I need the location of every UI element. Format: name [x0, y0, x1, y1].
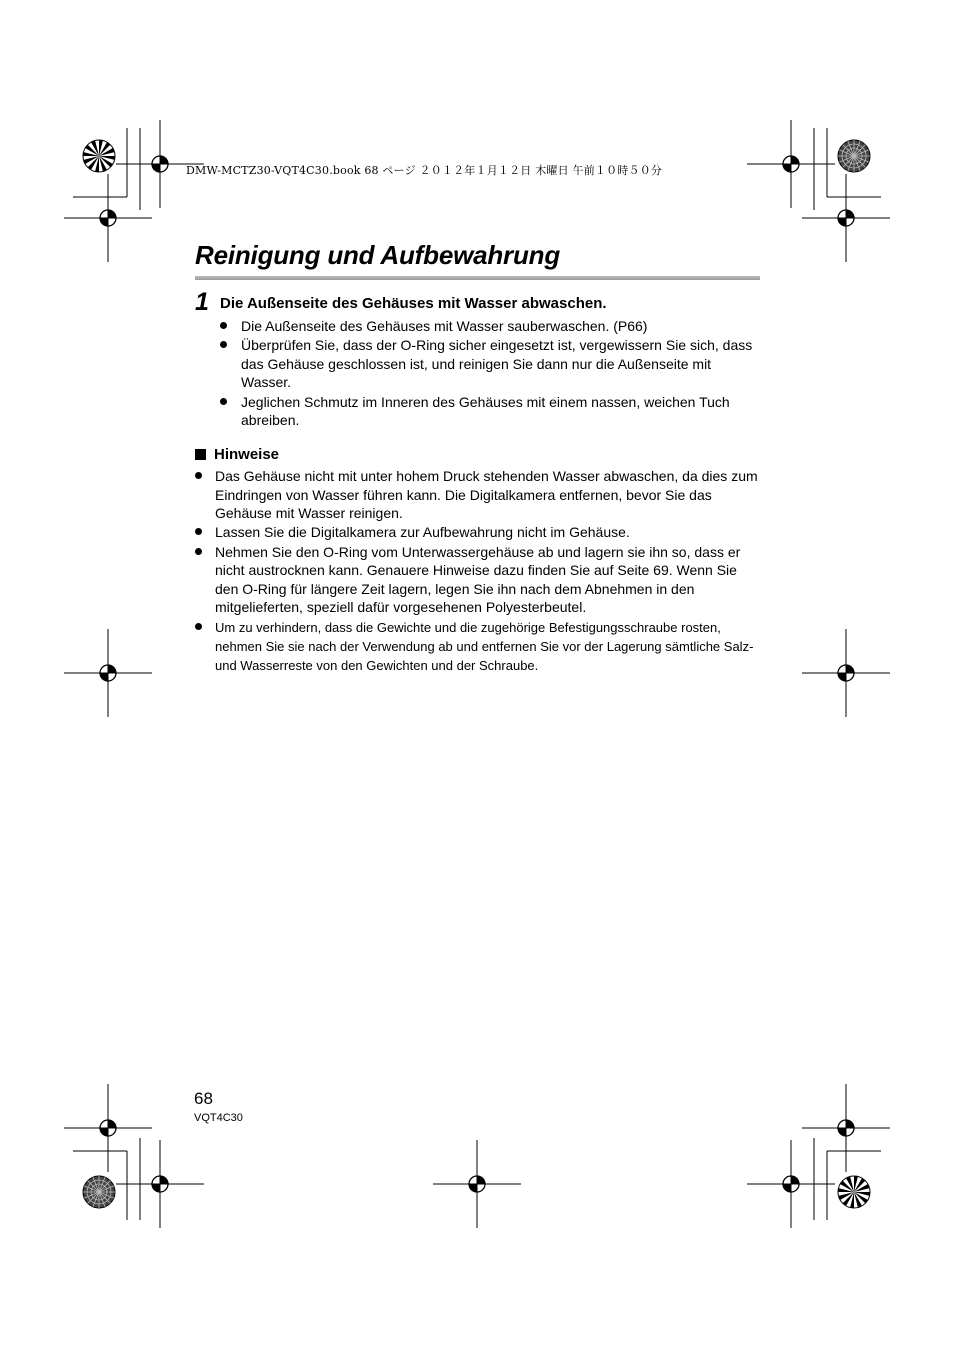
list-item: [220, 336, 760, 392]
step-bullet-list: [220, 317, 760, 430]
list-item-text: Das Gehäuse nicht mit unter hohem Druck stehenden Wasser abwaschen, da dies zum Eindringen von Wasser führen kann. Die Digitalkamera entfernen, bevor Sie das Gehäuse mit Wasser reinigen.: [215, 468, 758, 522]
title-rule: [195, 276, 760, 280]
list-item-text: Um zu verhindern, dass die Gewichte und die zugehörige Befestigungsschraube rosten, nehmen Sie sie nach der Verwendung ab und entfernen Sie vor der Lagerung sämtliche Salz- und Wasserreste von den Gewichten und der Schraube.: [215, 619, 754, 673]
notes-list: [195, 467, 760, 675]
bullet-icon: [195, 528, 202, 535]
step-number: 1: [195, 288, 209, 316]
notes-heading-text: Hinweise: [214, 446, 280, 463]
list-item-text: Jeglichen Schmutz im Inneren des Gehäuses mit einem nassen, weichen Tuch abreiben.: [241, 393, 730, 429]
bullet-icon: [195, 472, 202, 479]
bullet-icon: [220, 322, 227, 329]
step-heading: Die Außenseite des Gehäuses mit Wasser abwaschen.: [220, 295, 607, 312]
document-code: VQT4C30: [194, 1112, 243, 1124]
list-item-text: Überprüfen Sie, dass der O-Ring sicher eingesetzt ist, vergewissern Sie sich, dass das Gehäuse geschlossen ist, und reinigen Sie dann nur die Außenseite mit Wasser.: [241, 337, 753, 391]
list-item-text: Lassen Sie die Digitalkamera zur Aufbewahrung nicht im Gehäuse.: [215, 524, 630, 541]
notes-heading: [195, 446, 279, 463]
list-item: [195, 543, 760, 617]
file-header: DMW-MCTZ30-VQT4C30.book 68 ページ ２０１２年１月１２日 木曜日 午前１０時５０分: [186, 164, 663, 177]
bullet-icon: [220, 398, 227, 405]
list-item: [220, 317, 760, 336]
list-item-text: Nehmen Sie den O-Ring vom Unterwassergehäuse ab und lagern sie ihn so, dass er nicht austrocknen kann. Genauere Hinweise dazu finden Sie auf Seite 69. Wenn Sie den O-Ring für längere Zeit lagern, legen Sie ihn nach dem Abnehmen in den mitgelieferten, speziell dafür vorgesehenen Polyesterbeutel.: [215, 543, 741, 616]
list-item: [220, 393, 760, 430]
list-item-text: Die Außenseite des Gehäuses mit Wasser sauberwaschen. (P66): [241, 318, 648, 334]
page-number: 68: [194, 1089, 213, 1108]
bullet-icon: [195, 623, 202, 630]
list-item: [195, 618, 760, 675]
bullet-icon: [220, 341, 227, 348]
page-title: Reinigung und Aufbewahrung: [195, 240, 561, 270]
list-item: [195, 523, 760, 542]
list-item: [195, 467, 760, 523]
square-icon: [195, 449, 206, 460]
bullet-icon: [195, 548, 202, 555]
